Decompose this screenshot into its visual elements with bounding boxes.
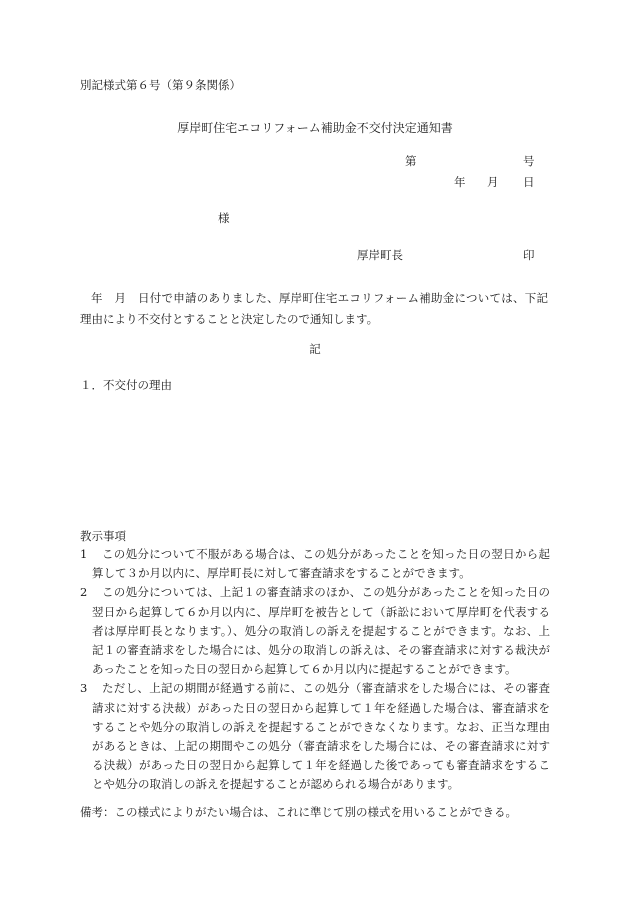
reason-heading: １．不交付の理由 [80,378,172,392]
sender-mayor: 厚岸町長 [357,248,403,262]
addressee-honorific: 様 [218,211,230,225]
seal-mark: 印 [523,248,535,262]
kyouji-list [80,545,550,795]
ki-heading: 記 [309,342,321,356]
kyouji-item-number: 2 [80,585,88,600]
document-number-suffix: 号 [523,154,535,168]
kyouji-item-2 [80,583,550,679]
kyouji-item-1 [80,545,550,583]
biko-note: 備考：この様式によりがたい場合は、これに準じて別の様式を用いることができる。 [80,805,517,819]
date-month: 月 [487,175,499,189]
kyouji-item-text: この処分については、上記１の審査請求のほか、この処分があったことを知った日の翌日から起算して６か月以内に、厚岸町を被告として（訴訟において厚岸町を代表する者は厚岸町長となります。）、処分の取消しの訴えを提起することができます。なお、上記１の審査請求をした場合には、処分の取消しの訴えは、その審査請求に対する裁決があったことを知った日の翌日から起算して６か月以内に提起することができます。 [92,585,550,677]
kyouji-item-text: ただし、上記の期間が経過する前に、この処分（審査請求をした場合には、その審査請求に対する決裁）があった日の翌日から起算して１年を経過した場合は、審査請求をすることや処分の取消しの訴えを提起することができなくなります。なお、正当な理由があるときは、上記の期間やこの処分（審査請求をした場合には、その審査請求に対する決裁）があった日の翌日から起算して１年を経過した後であっても審査請求をすることや処分の取消しの訴えを提起することが認められる場合があります。 [92,681,550,792]
date-day: 日 [523,175,535,189]
kyouji-heading: 教示事項 [80,529,126,543]
kyouji-item-number: 3 [80,681,88,696]
body-paragraph: 年 月 日付で申請のありました、厚岸町住宅エコリフォーム補助金については、下記理由により不交付とすることと決定したので通知します。 [80,291,548,326]
document-number-prefix: 第 [405,154,417,168]
kyouji-item-text: この処分について不服がある場合は、この処分があったことを知った日の翌日から起算して３か月以内に、厚岸町長に対して審査請求をすることができます。 [92,547,550,581]
document-title: 厚岸町住宅エコリフォーム補助金不交付決定通知書 [177,121,453,135]
form-label: 別記様式第６号（第９条関係） [80,78,241,92]
date-year: 年 [454,175,466,189]
kyouji-item-number: 1 [80,547,88,561]
kyouji-item-3 [80,679,550,794]
